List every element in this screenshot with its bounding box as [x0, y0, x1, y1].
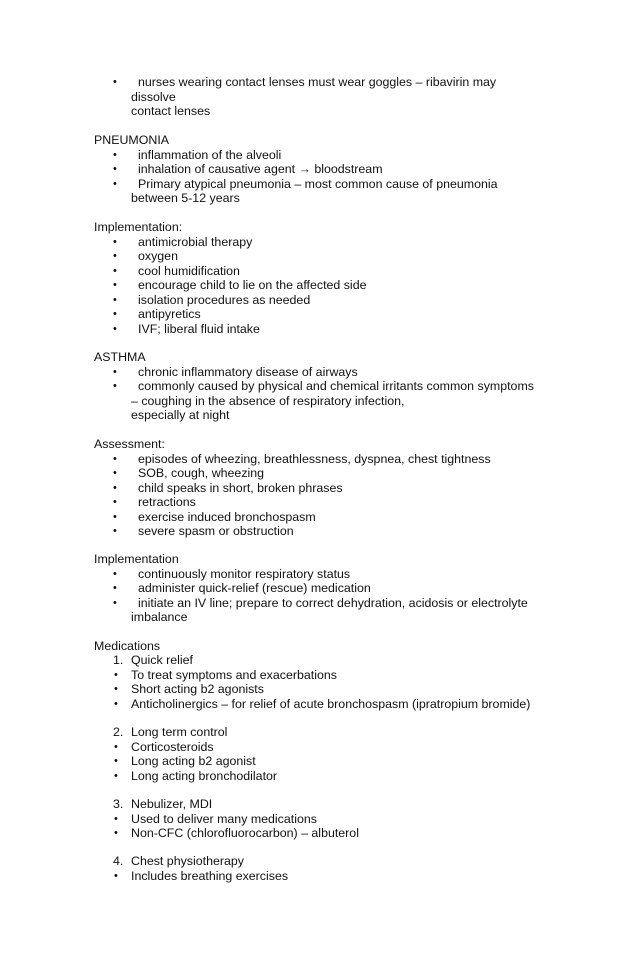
- bullet-text: commonly caused by physical and chemical irritants common symptoms: [138, 379, 534, 393]
- bullet-marker: •: [113, 148, 117, 161]
- bullet-marker: •: [113, 467, 117, 479]
- bullet-marker: •: [113, 76, 117, 88]
- bullet-text: retractions: [138, 495, 196, 509]
- bullet-text-continued: between 5-12 years: [131, 191, 240, 205]
- bullet-marker: •: [114, 769, 118, 782]
- bullet-text: chronic inflammatory disease of airways: [138, 364, 358, 379]
- numbered-marker: 1.: [113, 653, 124, 667]
- section-heading: Medications: [94, 638, 161, 653]
- bullet-marker: •: [114, 869, 118, 882]
- bullet-text: To treat symptoms and exacerbations: [131, 667, 337, 682]
- bullet-text: nurses wearing contact lenses must wear goggles – ribavirin may: [138, 75, 497, 89]
- bullet-marker: •: [113, 235, 117, 248]
- bullet-marker: •: [113, 322, 117, 335]
- bullet-marker: •: [114, 812, 118, 825]
- bullet-text: Includes breathing exercises: [131, 868, 289, 883]
- bullet-text: episodes of wheezing, breathlessness, dyspnea, chest tightness: [138, 451, 491, 466]
- bullet-marker: •: [113, 567, 117, 580]
- bullet-marker: •: [113, 308, 117, 320]
- bullet-text: child speaks in short, broken phrases: [138, 480, 343, 495]
- numbered-item-title: Nebulizer, MDI: [131, 797, 213, 811]
- bullet-marker: •: [113, 525, 117, 537]
- numbered-item-title: Long term control: [131, 725, 228, 739]
- bullet-marker: •: [113, 496, 117, 508]
- bullet-marker: •: [114, 697, 118, 710]
- bullet-text: cool humidification: [138, 263, 240, 278]
- bullet-text-continued: dissolve: [131, 89, 176, 104]
- bullet-text: IVF; liberal fluid intake: [138, 321, 260, 336]
- section-heading: PNEUMONIA: [94, 133, 170, 147]
- bullet-marker: •: [113, 481, 117, 494]
- bullet-marker: •: [114, 668, 118, 681]
- bullet-text: Anticholinergics – for relief of acute bronchospasm (ipratropium bromide): [131, 696, 531, 711]
- bullet-marker: •: [114, 740, 118, 753]
- section-heading: Implementation: [94, 552, 179, 566]
- bullet-marker: •: [114, 827, 118, 839]
- bullet-text-continued: imbalance: [131, 610, 188, 624]
- bullet-text: Long acting b2 agonist: [131, 754, 256, 768]
- bullet-marker: •: [114, 683, 118, 695]
- numbered-marker: 4.: [113, 854, 124, 868]
- bullet-text: Non-CFC (chlorofluorocarbon) – albuterol: [131, 826, 359, 840]
- bullet-marker: •: [113, 596, 117, 609]
- numbered-item-title: Chest physiotherapy: [131, 854, 244, 868]
- bullet-text: severe spasm or obstruction: [138, 524, 294, 538]
- numbered-marker: 2.: [113, 725, 124, 739]
- section-heading: Assessment:: [94, 437, 165, 451]
- bullet-text-continued: especially at night: [131, 408, 230, 422]
- section-heading: ASTHMA: [94, 350, 146, 364]
- bullet-marker: •: [113, 365, 117, 378]
- bullet-marker: •: [114, 755, 118, 767]
- section-heading: Implementation:: [94, 220, 183, 234]
- numbered-marker: 3.: [113, 797, 124, 811]
- bullet-text: Primary atypical pneumonia – most common cause of pneumonia: [138, 176, 498, 191]
- bullet-text-continued: contact lenses: [131, 104, 211, 118]
- bullet-text: oxygen: [138, 249, 178, 263]
- bullet-marker: •: [113, 510, 117, 523]
- bullet-text: inflammation of the alveoli: [138, 147, 282, 162]
- bullet-marker: •: [113, 582, 117, 594]
- bullet-text: exercise induced bronchospasm: [138, 509, 316, 524]
- bullet-text: antimicrobial therapy: [138, 234, 253, 249]
- bullet-text: antipyretics: [138, 307, 201, 321]
- bullet-marker: •: [113, 279, 117, 291]
- bullet-text: initiate an IV line; prepare to correct dehydration, acidosis or electrolyte: [138, 595, 528, 610]
- bullet-marker: •: [113, 250, 117, 262]
- bullet-marker: •: [113, 264, 117, 277]
- bullet-marker: •: [113, 452, 117, 465]
- numbered-item-title: Quick relief: [131, 653, 193, 667]
- bullet-text: inhalation of causative agent → bloodstream: [138, 162, 383, 176]
- bullet-marker: •: [113, 177, 117, 190]
- bullet-text: encourage child to lie on the affected side: [138, 278, 367, 292]
- bullet-text: Corticosteroids: [131, 739, 214, 754]
- bullet-text: administer quick-relief (rescue) medication: [138, 581, 371, 595]
- bullet-text: Used to deliver many medications: [131, 811, 317, 826]
- bullet-marker: •: [113, 380, 117, 392]
- bullet-text: isolation procedures as needed: [138, 292, 311, 307]
- bullet-marker: •: [113, 293, 117, 306]
- bullet-text: Short acting b2 agonists: [131, 682, 264, 696]
- bullet-text: Long acting bronchodilator: [131, 768, 278, 783]
- bullet-marker: •: [113, 163, 117, 175]
- bullet-text-continued: – coughing in the absence of respiratory infection,: [131, 393, 405, 408]
- bullet-text: continuously monitor respiratory status: [138, 566, 351, 581]
- bullet-text: SOB, cough, wheezing: [138, 466, 265, 480]
